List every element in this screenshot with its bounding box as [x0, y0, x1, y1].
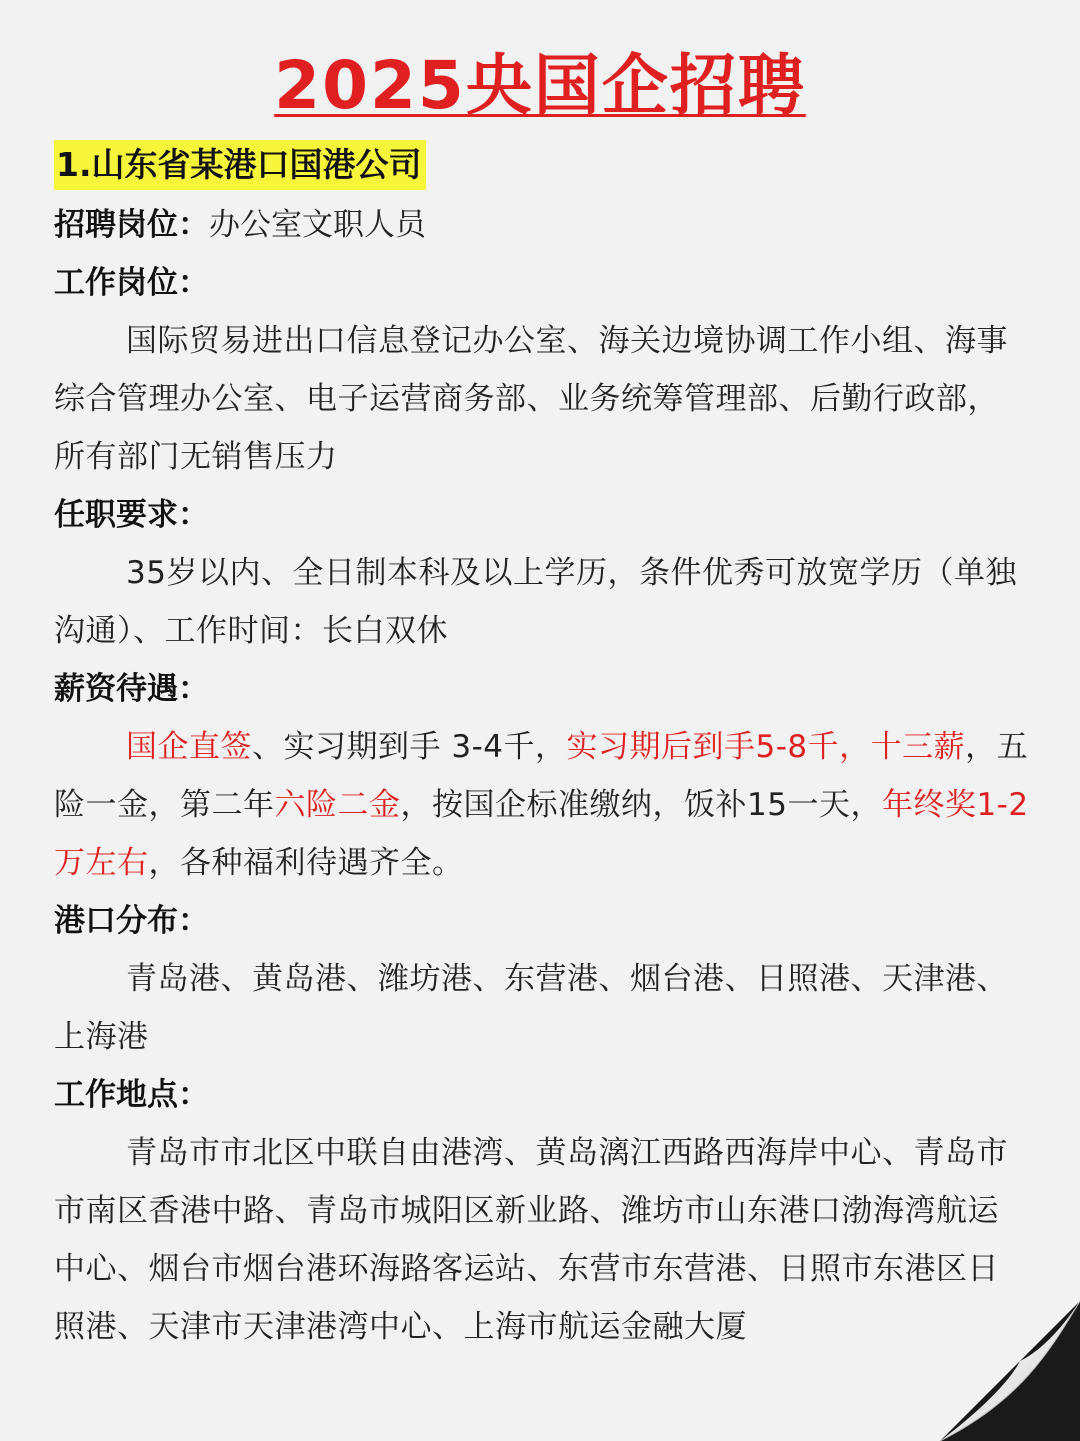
position-row — [54, 196, 1029, 254]
work-positions-label: 工作岗位： — [54, 265, 209, 301]
salary-bonus: 年终奖1-2万左右 — [54, 787, 1029, 881]
salary-label: 薪资待遇： — [54, 671, 209, 707]
salary-after-intern: 实习期后到手5-8千，十三薪 — [566, 729, 966, 765]
salary-benefits: ，各种福利待遇齐全。 — [148, 845, 464, 881]
position-label: 招聘岗位： — [54, 207, 209, 243]
salary-text — [54, 718, 1029, 892]
locations-text: 青岛市市北区中联自由港湾、黄岛漓江西路西海岸中心、青岛市市南区香港中路、青岛市城阳区新业路、潍坊市山东港口渤海湾航运中心、烟台市烟台港环海路客运站、东营市东营港、日照市东港区日照港、天津市天津港湾中心、上海市航运金融大厦 — [54, 1135, 1008, 1345]
ports-text: 青岛港、黄岛港、潍坊港、东营港、烟台港、日照港、天津港、上海港 — [54, 961, 1008, 1055]
salary-intern-pay: 、实习期到手 3-4千， — [252, 729, 567, 765]
salary-direct-sign: 国企直签 — [126, 729, 252, 765]
salary-insurance: ，五险一金，第二年 — [54, 729, 1029, 823]
locations-label: 工作地点： — [54, 1077, 209, 1113]
work-positions-text: 国际贸易进出口信息登记办公室、海关边境协调工作小组、海事综合管理办公室、电子运营商务部、业务统筹管理部、后勤行政部，所有部门无销售压力 — [54, 323, 1008, 475]
page-title: 2025央国企招聘 — [274, 47, 806, 124]
ports-label: 港口分布： — [54, 903, 209, 939]
requirements-text: 35岁以内、全日制本科及以上学历，条件优秀可放宽学历（单独沟通）、工作时间：长白双休 — [54, 555, 1017, 649]
content — [54, 140, 1029, 1356]
position-value: 办公室文职人员 — [209, 207, 426, 243]
company-row — [54, 140, 1029, 190]
requirements-label: 任职要求： — [54, 497, 209, 533]
salary-six-insurance: 六险二金 — [274, 787, 401, 823]
salary-meal: ，按国企标准缴纳，饭补15一天， — [400, 787, 882, 823]
title-wrap — [0, 44, 1080, 128]
company-name: 1.山东省某港口国港公司 — [54, 140, 426, 190]
page-curl-icon — [900, 1261, 1080, 1441]
